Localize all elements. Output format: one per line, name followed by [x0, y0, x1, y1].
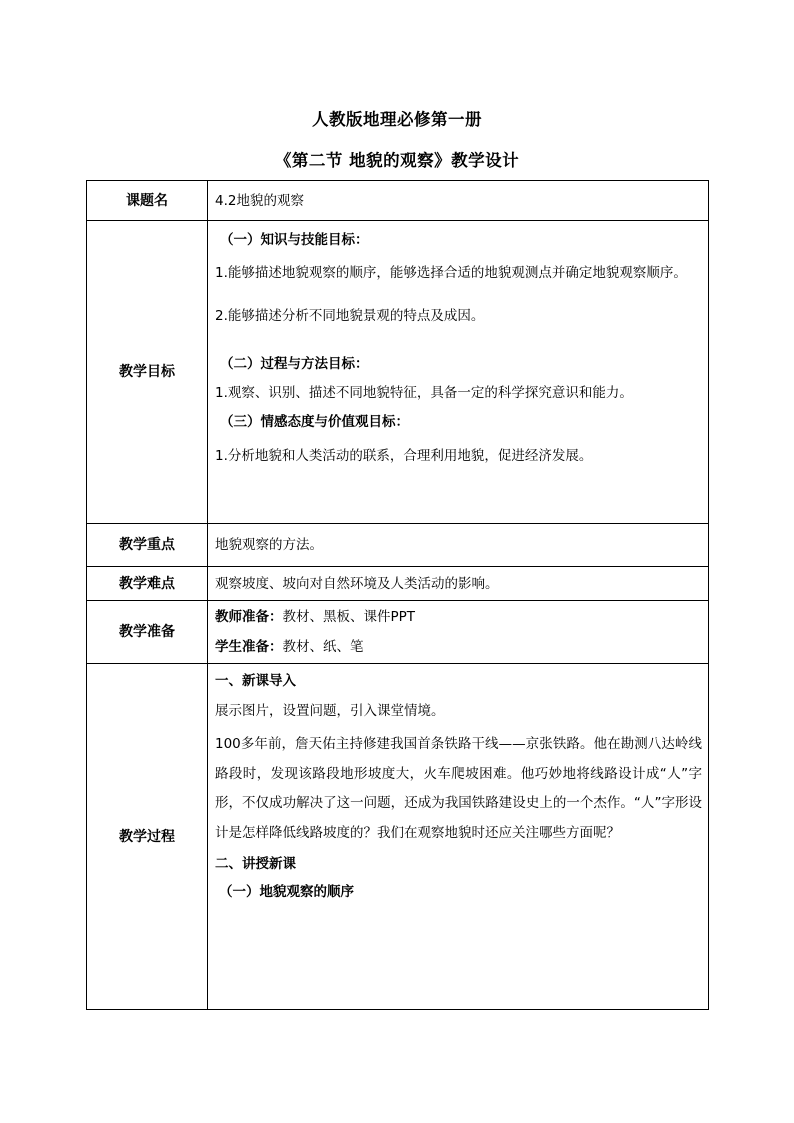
goals-heading-process: （二）过程与方法目标：	[220, 356, 369, 372]
process-heading-new-lesson: 二、讲授新课	[215, 856, 296, 872]
table-row-preparation	[87, 601, 709, 664]
table-row-difficulty	[87, 567, 709, 601]
document-subtitle: 《第二节 地貌的观察》教学设计	[274, 151, 520, 170]
teacher-preparation-label: 教师准备：	[215, 609, 283, 625]
row-label-difficulty: 教学难点	[87, 567, 208, 601]
goals-heading-attitude: （三）情感态度与价值观目标：	[220, 414, 409, 430]
row-label-key-point: 教学重点	[87, 524, 208, 567]
row-label-goals: 教学目标	[87, 221, 208, 524]
student-preparation-label: 学生准备：	[215, 639, 283, 655]
key-point-value: 地貌观察的方法。	[208, 524, 709, 567]
process-heading-intro: 一、新课导入	[215, 673, 296, 689]
topic-value: 4.2地貌的观察	[208, 181, 709, 221]
table-row-topic	[87, 181, 709, 221]
process-heading-order: （一）地貌观察的顺序	[219, 884, 354, 900]
row-label-preparation: 教学准备	[87, 601, 208, 664]
student-preparation-value: 教材、纸、笔	[282, 639, 364, 655]
teacher-preparation-value: 教材、黑板、课件PPT	[282, 609, 416, 625]
goals-item-2: 2.能够描述分析不同地貌景观的特点及成因。	[215, 308, 485, 324]
student-preparation	[215, 632, 702, 662]
table-row-key-point	[87, 524, 709, 567]
lesson-plan-table	[86, 180, 709, 1010]
process-content	[208, 664, 709, 1010]
row-label-process: 教学过程	[87, 664, 208, 1010]
table-row-process	[87, 664, 709, 1010]
goals-item-1: 1.能够描述地貌观察的顺序，能够选择合适的地貌观测点并确定地貌观察顺序。	[215, 265, 687, 281]
preparation-content	[208, 601, 709, 664]
process-intro-text: 展示图片，设置问题，引入课堂情境。	[215, 703, 445, 719]
row-label-topic: 课题名	[87, 181, 208, 221]
goals-content	[208, 221, 709, 524]
goals-item-3: 1.观察、识别、描述不同地貌特征，具备一定的科学探究意识和能力。	[215, 385, 633, 401]
difficulty-value: 观察坡度、坡向对自然环境及人类活动的影响。	[208, 567, 709, 601]
process-story-text: 100多年前，詹天佑主持修建我国首条铁路干线——京张铁路。他在勘测八达岭线路段时，发现该路段地形坡度大，火车爬坡困难。他巧妙地将线路设计成“人”字形，不仅成功解决了这一问题，还成为我国铁路建设史上的一个杰作。“人”字形设计是怎样降低线路坡度的？我们在观察地貌时还应关注哪些方面呢？	[215, 736, 702, 841]
document-title: 人教版地理必修第一册	[312, 110, 482, 129]
goals-item-4: 1.分析地貌和人类活动的联系，合理利用地貌，促进经济发展。	[215, 448, 593, 464]
teacher-preparation	[215, 602, 702, 632]
table-row-goals	[87, 221, 709, 524]
goals-heading-knowledge: （一）知识与技能目标：	[220, 232, 369, 248]
